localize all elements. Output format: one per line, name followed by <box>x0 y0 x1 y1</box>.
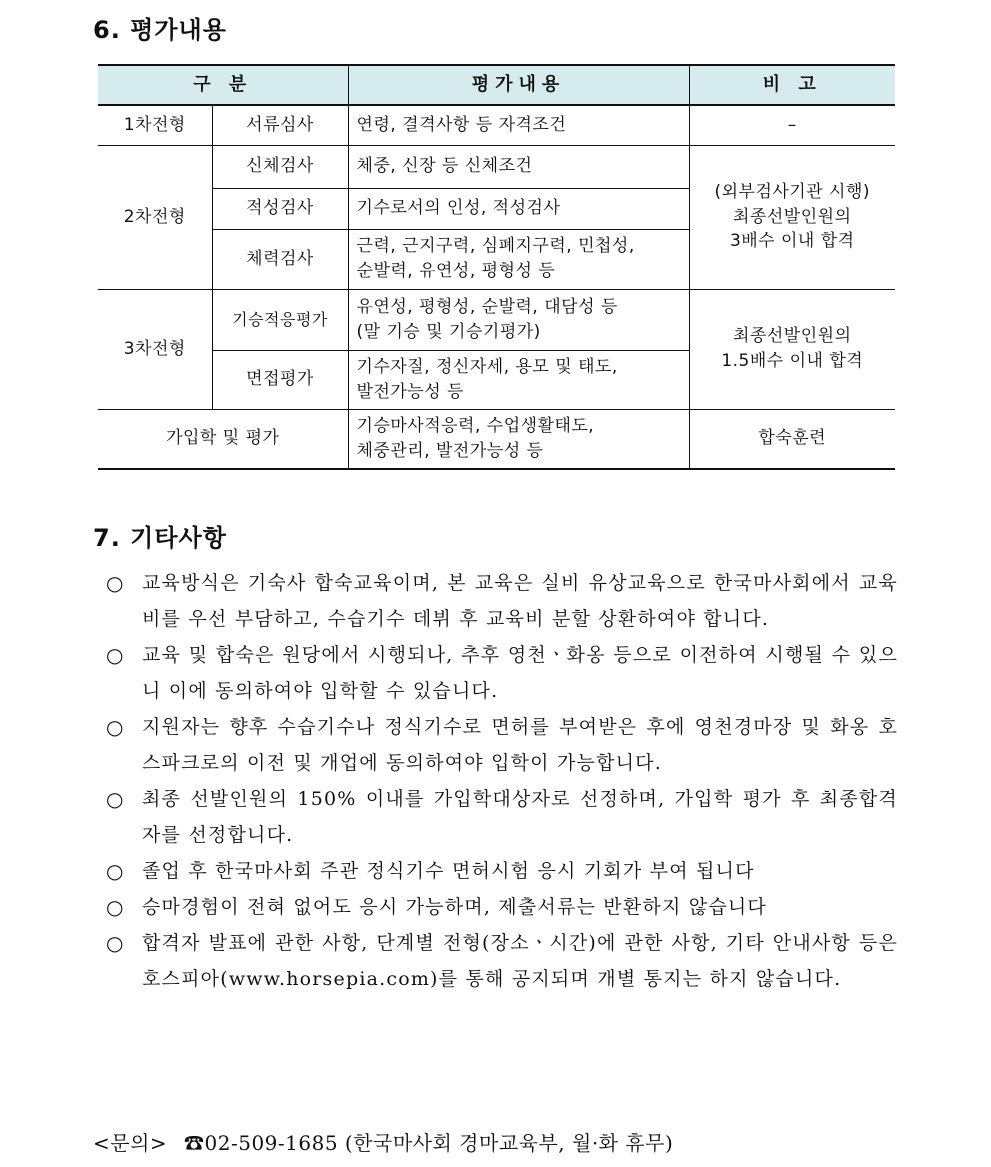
list-item-text: 졸업 후 한국마사회 주관 정식기수 면허시험 응시 기회가 부여 됩니다 <box>142 860 755 882</box>
note-cell: 합숙훈련 <box>689 409 895 469</box>
content-cell: 근력, 근지구력, 심폐지구력, 민첩성, 순발력, 유연성, 평형성 등 <box>348 229 689 289</box>
content-cell: 기수로서의 인성, 적성검사 <box>348 188 689 229</box>
content-cell: 연령, 결격사항 등 자격조건 <box>348 105 689 145</box>
section-7-title: 7. 기타사항 <box>93 524 227 552</box>
contact-line <box>93 1125 673 1161</box>
table-row <box>98 409 895 469</box>
list-item-text: 승마경험이 전혀 없어도 응시 가능하며, 제출서류는 반환하지 않습니다 <box>142 896 767 918</box>
item-cell: 면접평가 <box>212 350 348 409</box>
content-cell: 유연성, 평형성, 순발력, 대담성 등 (말 기승 및 기승기평가) <box>348 289 689 350</box>
table-row <box>98 105 895 145</box>
item-cell: 체력검사 <box>212 229 348 289</box>
stage-cell: 1차전형 <box>98 105 212 145</box>
list-item-text: 최종 선발인원의 150% 이내를 가입학대상자로 선정하며, 가입학 평가 후 최종합격자를 선정합니다. <box>142 788 898 846</box>
contact-phone: 02-509-1685 <box>204 1131 339 1155</box>
table-header-row <box>98 65 895 105</box>
circle-bullet-icon: ○ <box>106 895 124 919</box>
contact-detail: (한국마사회 경마교육부, 월·화 휴무) <box>344 1131 674 1155</box>
item-cell: 기승적응평가 <box>212 289 348 350</box>
stage-cell: 2차전형 <box>98 145 212 289</box>
circle-bullet-icon: ○ <box>106 715 124 739</box>
list-item <box>106 709 898 781</box>
header-category: 구 분 <box>98 65 348 105</box>
content-cell: 기승마사적응력, 수업생활태도, 체중관리, 발전가능성 등 <box>348 409 689 469</box>
section-6-title: 6. 평가내용 <box>93 16 227 44</box>
contact-label: <문의> <box>93 1131 168 1155</box>
list-item-text: 지원자는 향후 수습기수나 정식기수로 면허를 부여받은 후에 영천경마장 및 화옹 호스파크로의 이전 및 개업에 동의하여야 입학이 가능합니다. <box>142 716 898 774</box>
evaluation-table <box>98 64 895 470</box>
content-cell: 체중, 신장 등 신체조건 <box>348 145 689 188</box>
item-cell: 신체검사 <box>212 145 348 188</box>
circle-bullet-icon: ○ <box>106 643 124 667</box>
notes-list <box>106 565 898 997</box>
list-item <box>106 565 898 637</box>
header-content: 평가내용 <box>348 65 689 105</box>
table-row <box>98 145 895 188</box>
list-item <box>106 637 898 709</box>
item-cell: 적성검사 <box>212 188 348 229</box>
header-note: 비 고 <box>689 65 895 105</box>
list-item-text: 합격자 발표에 관한 사항, 단계별 전형(장소ㆍ시간)에 관한 사항, 기타 안내사항 등은 호스피아(www.horsepia.com)를 통해 공지되며 개별 통지는 하지 않습니다. <box>142 932 898 990</box>
note-cell: (외부검사기관 시행) 최종선발인원의 3배수 이내 합격 <box>689 145 895 289</box>
list-item <box>106 889 898 925</box>
circle-bullet-icon: ○ <box>106 787 124 811</box>
list-item <box>106 925 898 997</box>
phone-icon: ☎ <box>184 1131 205 1155</box>
note-cell: – <box>689 105 895 145</box>
stage-cell: 3차전형 <box>98 289 212 409</box>
list-item-text: 교육 및 합숙은 원당에서 시행되나, 추후 영천ㆍ화옹 등으로 이전하여 시행될 수 있으니 이에 동의하여야 입학할 수 있습니다. <box>142 644 898 702</box>
table-row <box>98 289 895 350</box>
note-cell: 최종선발인원의 1.5배수 이내 합격 <box>689 289 895 409</box>
stage-cell: 가입학 및 평가 <box>98 409 348 469</box>
content-cell: 기수자질, 정신자세, 용모 및 태도, 발전가능성 등 <box>348 350 689 409</box>
circle-bullet-icon: ○ <box>106 571 124 595</box>
circle-bullet-icon: ○ <box>106 931 124 955</box>
list-item <box>106 781 898 853</box>
list-item-text: 교육방식은 기숙사 합숙교육이며, 본 교육은 실비 유상교육으로 한국마사회에서 교육비를 우선 부담하고, 수습기수 데뷔 후 교육비 분할 상환하여야 합니다. <box>142 572 898 630</box>
item-cell: 서류심사 <box>212 105 348 145</box>
circle-bullet-icon: ○ <box>106 859 124 883</box>
list-item <box>106 853 898 889</box>
